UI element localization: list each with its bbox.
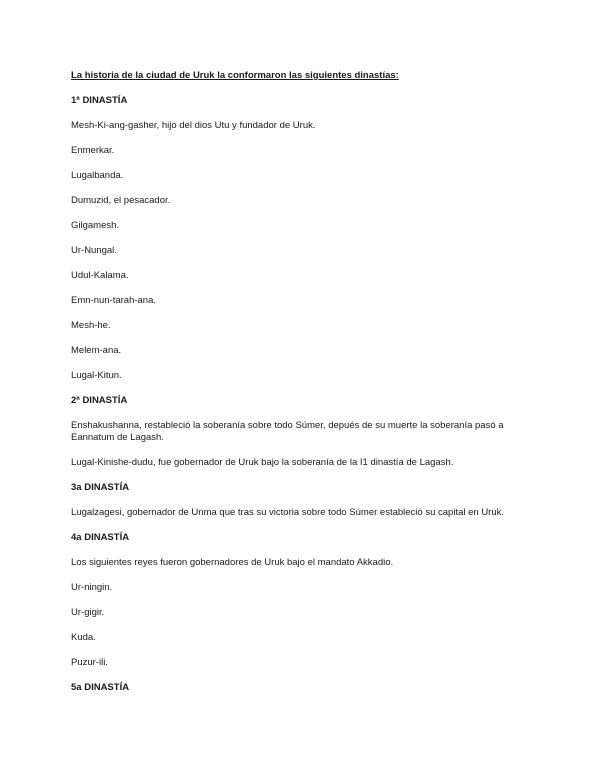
dynasty-3-heading: 3a DINASTÍA <box>71 482 130 493</box>
dynasty-4-heading: 4a DINASTÍA <box>71 532 130 543</box>
document-title: La historia de la ciudad de Uruk la conformaron las siguientes dinastías: <box>71 70 399 81</box>
dynasty-5-heading: 5a DINASTÍA <box>71 682 130 693</box>
dynasty-1-item: Gilgamesh. <box>71 220 120 231</box>
dynasty-4-item: Kuda. <box>71 632 96 643</box>
dynasty-1-item: Melem-ana. <box>71 345 122 356</box>
dynasty-2-heading: 2ª DINASTÍA <box>71 395 128 406</box>
dynasty-4-item: Ur-gigir. <box>71 607 105 618</box>
dynasty-1-heading: 1ª DINASTÍA <box>71 95 128 106</box>
dynasty-2-item: Lugal-Kinishe-dudu, fue gobernador de Uruk bajo la soberanía de la I1 dinastía de Lagash. <box>71 457 454 468</box>
document-page <box>71 70 531 694</box>
dynasty-3-item: Lugalzagesi, gobernador de Unma que tras su victoria sobre todo Súmer estableció su capital en Uruk. <box>71 507 505 518</box>
dynasty-4-item: Los siguientes reyes fueron gobernadores de Uruk bajo el mandato Akkadio. <box>71 557 394 568</box>
dynasty-4-item: Ur-ningin. <box>71 582 113 593</box>
dynasty-1-item: Enmerkar. <box>71 145 115 156</box>
dynasty-1-item: Dumuzid, el pesacador. <box>71 195 171 206</box>
dynasty-1-item: Emn-nun-tarah-ana. <box>71 295 157 306</box>
dynasty-2-item: Enshakushanna, restableció la soberanía sobre todo Súmer, depués de su muerte la soberanía pasó a Eannatum de Lagash. <box>71 420 504 443</box>
dynasty-1-item: Udul-Kalama. <box>71 270 129 281</box>
dynasty-1-item: Ur-Nungal. <box>71 245 117 256</box>
dynasty-4-item: Puzur-ili. <box>71 657 108 668</box>
dynasty-1-item: Mesh-Ki-ang-gasher, hijo del dios Utu y fundador de Uruk. <box>71 120 316 131</box>
dynasty-1-item: Lugalbanda. <box>71 170 124 181</box>
dynasty-1-item: Mesh-he. <box>71 320 111 331</box>
dynasty-1-item: Lugal-Kitun. <box>71 370 122 381</box>
